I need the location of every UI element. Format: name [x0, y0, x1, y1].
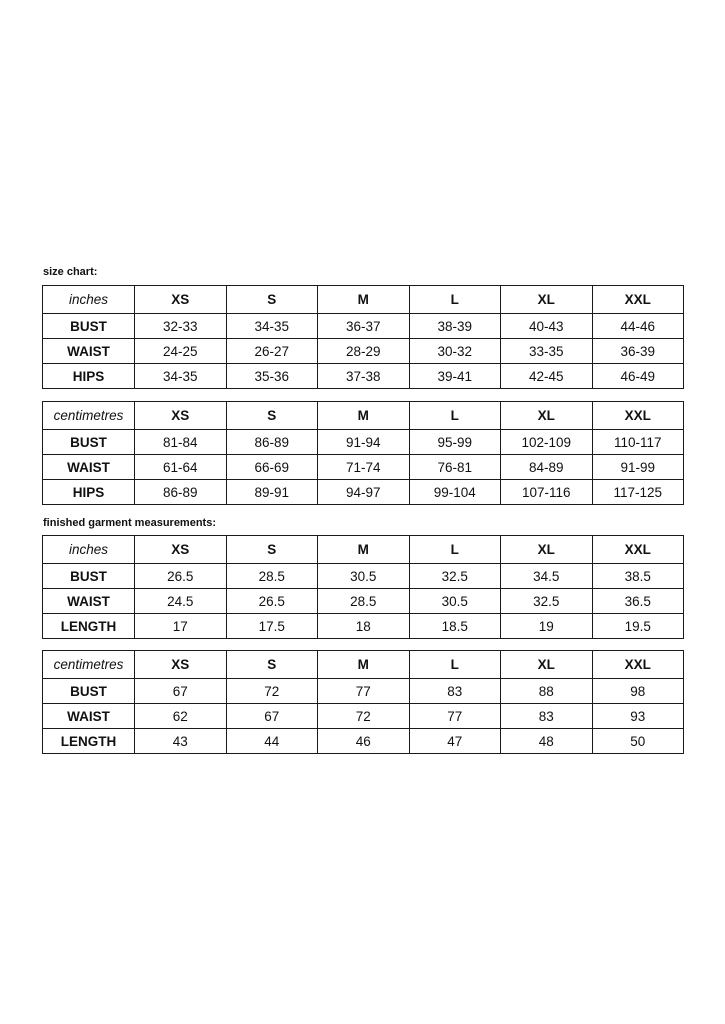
size-header-cell: XXL: [592, 402, 684, 430]
measurement-value: 37-38: [318, 364, 410, 389]
measurement-value: 61-64: [135, 455, 227, 480]
measurement-value: 38.5: [592, 564, 684, 589]
measurement-value: 19.5: [592, 614, 684, 639]
size-header-cell: S: [226, 536, 318, 564]
measurement-value: 18.5: [409, 614, 501, 639]
measurement-value: 47: [409, 729, 501, 754]
size-header-cell: L: [409, 651, 501, 679]
measurement-value: 18: [318, 614, 410, 639]
measurement-value: 34-35: [226, 314, 318, 339]
table-row: [43, 679, 684, 704]
table-header-row: [43, 402, 684, 430]
table-header-row: [43, 536, 684, 564]
measurement-label: BUST: [43, 564, 135, 589]
measurement-value: 72: [318, 704, 410, 729]
size-header-cell: M: [318, 651, 410, 679]
table-row: [43, 339, 684, 364]
size-header-cell: L: [409, 286, 501, 314]
size-header-cell: XS: [135, 402, 227, 430]
measurement-value: 91-94: [318, 430, 410, 455]
measurement-value: 36.5: [592, 589, 684, 614]
measurement-value: 117-125: [592, 480, 684, 505]
size-header-cell: XS: [135, 651, 227, 679]
measurement-value: 88: [501, 679, 593, 704]
measurement-value: 26.5: [135, 564, 227, 589]
measurement-value: 43: [135, 729, 227, 754]
measurement-value: 32.5: [501, 589, 593, 614]
measurement-value: 46: [318, 729, 410, 754]
table-row: [43, 589, 684, 614]
measurement-value: 84-89: [501, 455, 593, 480]
table-header-row: [43, 286, 684, 314]
size-header-cell: S: [226, 651, 318, 679]
measurement-value: 71-74: [318, 455, 410, 480]
table-row: [43, 704, 684, 729]
size-header-cell: XL: [501, 402, 593, 430]
measurement-value: 72: [226, 679, 318, 704]
measurement-value: 93: [592, 704, 684, 729]
measurement-value: 28.5: [226, 564, 318, 589]
size-header-cell: XL: [501, 536, 593, 564]
measurement-label: BUST: [43, 679, 135, 704]
size-header-cell: L: [409, 536, 501, 564]
size-header-cell: XXL: [592, 286, 684, 314]
measurement-value: 35-36: [226, 364, 318, 389]
measurement-label: WAIST: [43, 589, 135, 614]
measurement-value: 83: [409, 679, 501, 704]
measurement-value: 77: [318, 679, 410, 704]
size-header-cell: XXL: [592, 536, 684, 564]
unit-label: inches: [43, 286, 135, 314]
size-header-cell: XS: [135, 286, 227, 314]
measurement-value: 46-49: [592, 364, 684, 389]
measurement-value: 102-109: [501, 430, 593, 455]
measurement-label: WAIST: [43, 455, 135, 480]
measurement-label: HIPS: [43, 364, 135, 389]
size-header-cell: XXL: [592, 651, 684, 679]
measurement-value: 86-89: [226, 430, 318, 455]
measurement-value: 48: [501, 729, 593, 754]
unit-label: centimetres: [43, 402, 135, 430]
measurement-value: 40-43: [501, 314, 593, 339]
size-chart-inches-table: [42, 285, 684, 389]
measurement-value: 28-29: [318, 339, 410, 364]
unit-label: centimetres: [43, 651, 135, 679]
measurement-value: 19: [501, 614, 593, 639]
measurement-value: 36-37: [318, 314, 410, 339]
measurement-value: 44-46: [592, 314, 684, 339]
size-chart-heading: size chart:: [43, 266, 98, 278]
measurement-value: 98: [592, 679, 684, 704]
measurement-label: WAIST: [43, 704, 135, 729]
size-header-cell: S: [226, 402, 318, 430]
measurement-value: 34.5: [501, 564, 593, 589]
measurement-value: 26.5: [226, 589, 318, 614]
measurement-value: 17: [135, 614, 227, 639]
table-row: [43, 480, 684, 505]
measurement-label: HIPS: [43, 480, 135, 505]
measurement-value: 44: [226, 729, 318, 754]
measurement-value: 110-117: [592, 430, 684, 455]
measurement-value: 62: [135, 704, 227, 729]
measurement-value: 34-35: [135, 364, 227, 389]
measurement-value: 24.5: [135, 589, 227, 614]
measurement-value: 26-27: [226, 339, 318, 364]
measurement-value: 32.5: [409, 564, 501, 589]
size-header-cell: XL: [501, 286, 593, 314]
measurement-value: 89-91: [226, 480, 318, 505]
size-header-cell: XL: [501, 651, 593, 679]
measurement-value: 36-39: [592, 339, 684, 364]
size-header-cell: L: [409, 402, 501, 430]
measurement-label: LENGTH: [43, 729, 135, 754]
measurement-value: 66-69: [226, 455, 318, 480]
table-row: [43, 364, 684, 389]
size-header-cell: XS: [135, 536, 227, 564]
measurement-value: 32-33: [135, 314, 227, 339]
size-header-cell: M: [318, 536, 410, 564]
table-row: [43, 564, 684, 589]
measurement-value: 17.5: [226, 614, 318, 639]
measurement-value: 81-84: [135, 430, 227, 455]
measurement-value: 107-116: [501, 480, 593, 505]
measurement-value: 38-39: [409, 314, 501, 339]
measurement-value: 33-35: [501, 339, 593, 364]
garment-measurements-heading: finished garment measurements:: [43, 517, 216, 529]
table-row: [43, 455, 684, 480]
measurement-value: 28.5: [318, 589, 410, 614]
measurement-value: 42-45: [501, 364, 593, 389]
unit-label: inches: [43, 536, 135, 564]
measurement-value: 30.5: [409, 589, 501, 614]
measurement-value: 24-25: [135, 339, 227, 364]
measurement-label: BUST: [43, 430, 135, 455]
measurement-value: 94-97: [318, 480, 410, 505]
size-header-cell: M: [318, 402, 410, 430]
size-chart-centimetres-table: [42, 401, 684, 505]
measurement-value: 50: [592, 729, 684, 754]
measurement-value: 83: [501, 704, 593, 729]
measurement-label: BUST: [43, 314, 135, 339]
measurement-value: 99-104: [409, 480, 501, 505]
table-row: [43, 729, 684, 754]
measurement-value: 86-89: [135, 480, 227, 505]
measurement-value: 67: [226, 704, 318, 729]
table-row: [43, 614, 684, 639]
measurement-value: 91-99: [592, 455, 684, 480]
measurement-value: 30-32: [409, 339, 501, 364]
measurement-value: 67: [135, 679, 227, 704]
table-row: [43, 314, 684, 339]
garment-centimetres-table: [42, 650, 684, 754]
measurement-value: 95-99: [409, 430, 501, 455]
size-header-cell: M: [318, 286, 410, 314]
garment-inches-table: [42, 535, 684, 639]
measurement-value: 77: [409, 704, 501, 729]
measurement-label: WAIST: [43, 339, 135, 364]
size-header-cell: S: [226, 286, 318, 314]
table-header-row: [43, 651, 684, 679]
measurement-value: 76-81: [409, 455, 501, 480]
table-row: [43, 430, 684, 455]
measurement-value: 30.5: [318, 564, 410, 589]
measurement-label: LENGTH: [43, 614, 135, 639]
measurement-value: 39-41: [409, 364, 501, 389]
